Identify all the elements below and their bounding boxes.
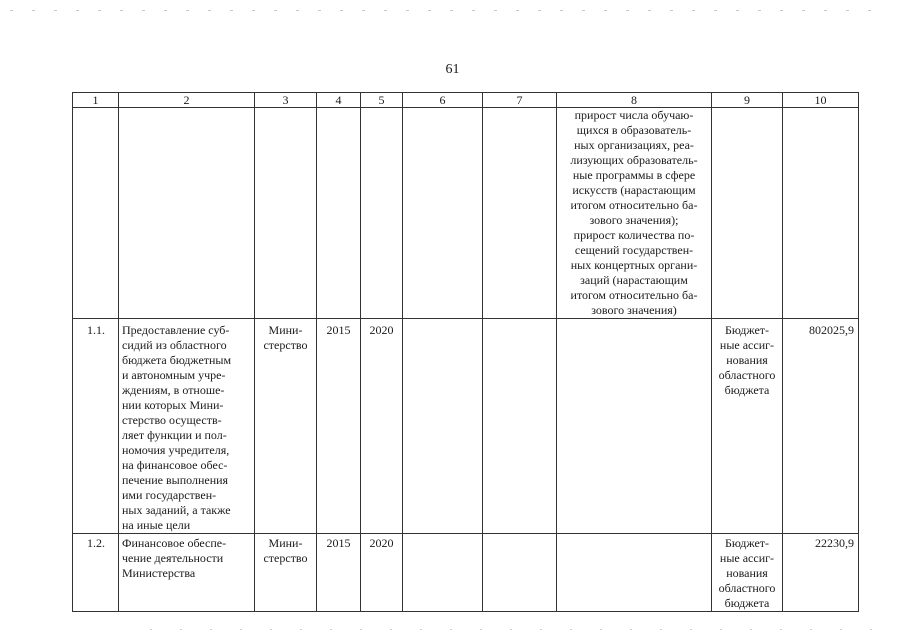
measure-number: 1.2. — [73, 534, 119, 612]
measure-name: Предоставление суб- сидий из областного бюджета бюджетным и автономным учре- ждениям, в отноше- нии которых Мини- стерство осуществ- ляет функции и пол- номочия учредителя, на финансовое обес- печение выполнения ими государствен- ных заданий, а также на иные цели — [119, 319, 255, 534]
executor-cell: Мини- стерство — [255, 534, 317, 612]
end-year: 2020 — [361, 319, 403, 534]
table-cell — [361, 108, 403, 319]
funding-amount: 802025,9 — [783, 319, 859, 534]
column-number: 1 — [73, 93, 119, 108]
table-cell — [119, 108, 255, 319]
table-cell — [403, 108, 483, 319]
table-cell — [483, 319, 557, 534]
column-number: 9 — [712, 93, 783, 108]
table-row-continuation — [73, 108, 859, 319]
start-year: 2015 — [317, 319, 361, 534]
executor-cell: Мини- стерство — [255, 319, 317, 534]
funding-amount: 22230,9 — [783, 534, 859, 612]
table-cell — [557, 534, 712, 612]
end-year: 2020 — [361, 534, 403, 612]
column-number: 3 — [255, 93, 317, 108]
scan-artifact-top — [10, 10, 890, 11]
column-number: 2 — [119, 93, 255, 108]
column-number: 7 — [483, 93, 557, 108]
indicator-cell: прирост числа обучаю- щихся в образователь- ных организациях, реа- лизующих образователь- ные программы в сфере искусств (нарастающим итогом относительно ба- зового значения); прирост количества по- сещений государствен- ных концертных органи- заций (нарастающим итогом относительно ба- зового значения) — [557, 108, 712, 319]
start-year: 2015 — [317, 534, 361, 612]
funding-source: Бюджет- ные ассиг- нования областного бюджета — [712, 534, 783, 612]
table-cell — [73, 108, 119, 319]
table-cell — [255, 108, 317, 319]
table-row — [73, 319, 859, 534]
measure-number: 1.1. — [73, 319, 119, 534]
page-number: 61 — [445, 62, 460, 77]
measure-name: Финансовое обеспе- чение деятельности Министерства — [119, 534, 255, 612]
table-cell — [403, 534, 483, 612]
column-number: 5 — [361, 93, 403, 108]
table-cell — [317, 108, 361, 319]
table-cell — [483, 534, 557, 612]
table-cell — [557, 319, 712, 534]
column-number: 8 — [557, 93, 712, 108]
program-measures-table — [72, 92, 859, 612]
table-cell — [403, 319, 483, 534]
column-number: 4 — [317, 93, 361, 108]
column-number: 6 — [403, 93, 483, 108]
scan-artifact-bottom — [150, 629, 890, 630]
table-row — [73, 534, 859, 612]
table-cell — [483, 108, 557, 319]
column-number-row — [73, 93, 859, 108]
column-number: 10 — [783, 93, 859, 108]
table-cell — [712, 108, 783, 319]
table-cell — [783, 108, 859, 319]
funding-source: Бюджет- ные ассиг- нования областного бюджета — [712, 319, 783, 534]
